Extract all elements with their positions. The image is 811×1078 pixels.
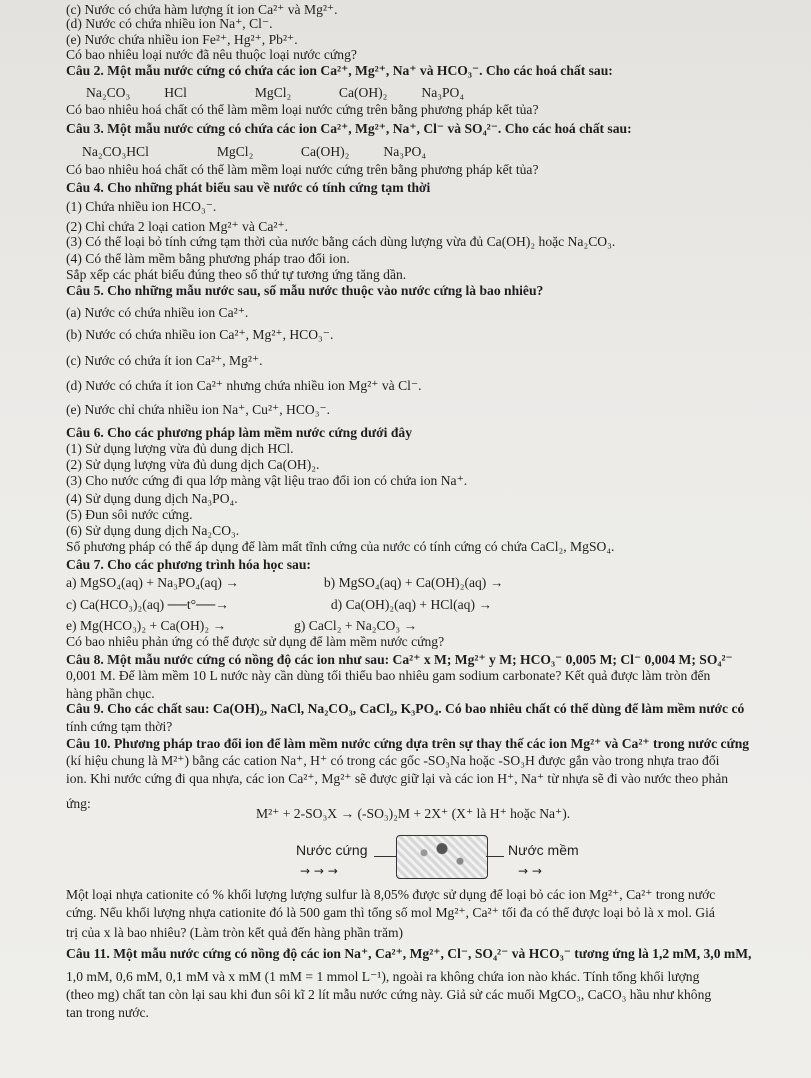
question-9: Câu 9. Cho các chất sau: Ca(OH)₂, NaCl, Na₂CO₃, CaCl₂, K₃PO₄. Có bao nhiêu chất có thể dùng để làm mềm nước có: [66, 701, 745, 716]
text-line: tan trong nước.: [66, 1005, 149, 1020]
text-line: Có bao nhiêu phản ứng có thể được sử dụng để làm mềm nước cứng?: [66, 634, 445, 649]
text-line: ion. Khi nước cứng đi qua nhựa, các ion Ca²⁺, Mg²⁺ sẽ được giữ lại và các ion H⁺, Na⁺ từ nhựa sẽ đi vào nước theo phản: [66, 771, 729, 786]
question-11: Câu 11. Một mẫu nước cứng có nồng độ các ion Na⁺, Ca²⁺, Mg²⁺, Cl⁻, SO₄²⁻ và HCO₃⁻ tương ứng là 1,2 mM, 3,0 mM,: [66, 946, 752, 961]
text-line: 0,001 M. Để làm mềm 10 L nước này cần dùng tối thiểu bao nhiêu gam sodium carbonate? Kết quả được làm tròn đến: [66, 668, 711, 683]
statement: (1) Chứa nhiều ion HCO₃⁻.: [66, 199, 217, 214]
statement: (4) Có thể làm mềm bằng phương pháp trao đổi ion.: [66, 251, 350, 266]
equation-row: a) MgSO₄(aq) + Na₃PO₄(aq) → b) MgSO₄(aq) + Ca(OH)₂(aq) →: [66, 575, 504, 590]
question-8: Câu 8. Một mẫu nước cứng có nồng độ các ion như sau: Ca²⁺ x M; Mg²⁺ y M; HCO₃⁻ 0,005 M; Cl⁻ 0,004 M; SO₄²⁻: [66, 652, 733, 667]
flow-arrow-icon: → →: [518, 864, 542, 878]
question-10: Câu 10. Phương pháp trao đổi ion để làm mềm nước cứng dựa trên sự thay thế các ion Mg²⁺ và Ca²⁺ trong nước cứng: [66, 736, 750, 751]
equation-row: c) Ca(HCO₃)₂(aq) ──t°──→ d) Ca(OH)₂(aq) + HCl(aq) →: [66, 597, 492, 612]
text-line: Có bao nhiêu hoá chất có thể làm mềm loại nước cứng trên bằng phương pháp kết tủa?: [66, 102, 539, 117]
chemical-list: Na₂CO₃ HCl MgCl₂ Ca(OH)₂ Na₃PO₄: [86, 85, 465, 100]
statement: (2) Chỉ chứa 2 loại cation Mg²⁺ và Ca²⁺.: [66, 219, 289, 234]
text-line: cứng. Nếu khối lượng nhựa cationite đó là 500 gam thì tổng số mol Mg²⁺, Ca²⁺ tối đa có thể được loại bỏ là x mol. Giá: [66, 905, 715, 920]
chemical-list: Na₂CO₃HCl MgCl₂ Ca(OH)₂ Na₃PO₄: [82, 144, 427, 159]
method: (6) Sử dụng dung dịch Na₂CO₃.: [66, 523, 240, 538]
option: (c) Nước có chứa ít ion Ca²⁺, Mg²⁺.: [66, 353, 263, 368]
text-line: Có bao nhiêu hoá chất có thể làm mềm loại nước cứng trên bằng phương pháp kết tủa?: [66, 162, 539, 177]
question-3: Câu 3. Một mẫu nước cứng có chứa các ion Ca²⁺, Mg²⁺, Na⁺, Cl⁻ và SO₄²⁻. Cho các hoá chất sau:: [66, 121, 632, 136]
flow-arrow-icon: → → →: [300, 864, 338, 878]
question-7: Câu 7. Cho các phương trình hóa học sau:: [66, 557, 311, 572]
text-line: (kí hiệu chung là M²⁺) bằng các cation Na⁺, H⁺ có trong các gốc -SO₃Na hoặc -SO₃H được gắn vào trong nhựa trao đổi: [66, 753, 720, 768]
text-line: (c) Nước có chứa hàm lượng ít ion Ca²⁺ và Mg²⁺.: [66, 2, 338, 17]
text-line: (e) Nước chứa nhiều ion Fe²⁺, Hg²⁺, Pb²⁺.: [66, 32, 298, 47]
text-line: (d) Nước có chứa nhiều ion Na⁺, Cl⁻.: [66, 16, 273, 31]
method: (1) Sử dụng lượng vừa đủ dung dịch HCl.: [66, 441, 294, 456]
text-line: tính cứng tạm thời?: [66, 719, 173, 734]
text-line: (theo mg) chất tan còn lại sau khi đun sôi kĩ 2 lít mẫu nước cứng này. Giả sử các muối MgCO₃, CaCO₃ hầu như không: [66, 987, 712, 1002]
question-2: Câu 2. Một mẫu nước cứng có chứa các ion Ca²⁺, Mg²⁺, Na⁺ và HCO₃⁻. Cho các hoá chất sau:: [66, 63, 613, 78]
option: (e) Nước chỉ chứa nhiều ion Na⁺, Cu²⁺, HCO₃⁻.: [66, 402, 331, 417]
hard-water-label: Nước cứng: [296, 842, 368, 858]
reaction-equation: M²⁺ + 2-SO₃X → (-SO₃)₂M + 2X⁺ (X⁺ là H⁺ hoặc Na⁺).: [256, 806, 571, 821]
inlet-pipe: [374, 856, 396, 857]
outlet-pipe: [486, 856, 504, 857]
statement: (3) Có thể loại bỏ tính cứng tạm thời của nước bằng cách dùng lượng vừa đủ Ca(OH)₂ hoặc Na₂CO₃.: [66, 234, 616, 249]
text-line: 1,0 mM, 0,6 mM, 0,1 mM và x mM (1 mM = 1 mmol L⁻¹), ngoài ra không chứa ion nào khác. Tính tổng khối lượng: [66, 969, 700, 984]
text-line: Sắp xếp các phát biểu đúng theo số thứ tự tương ứng tăng dần.: [66, 267, 407, 282]
ion-exchange-figure: [296, 830, 586, 886]
question-4: Câu 4. Cho những phát biểu sau về nước có tính cứng tạm thời: [66, 180, 431, 195]
method: (3) Cho nước cứng đi qua lớp màng vật liệu trao đổi ion có chứa ion Na⁺.: [66, 473, 468, 488]
text-line: hàng phần chục.: [66, 686, 155, 701]
equation-row: e) Mg(HCO₃)₂ + Ca(OH)₂ → g) CaCl₂ + Na₂CO₃ →: [66, 618, 418, 633]
text-line: Một loại nhựa cationite có % khối lượng lượng sulfur là 8,05% được sử dụng để loại bỏ các ion Mg²⁺, Ca²⁺ trong nước: [66, 887, 716, 902]
option: (d) Nước có chứa ít ion Ca²⁺ nhưng chứa nhiều ion Mg²⁺ và Cl⁻.: [66, 378, 422, 393]
option: (a) Nước có chứa nhiều ion Ca²⁺.: [66, 305, 249, 320]
soft-water-label: Nước mềm: [508, 842, 579, 858]
text-line: trị của x là bao nhiêu? (Làm tròn kết quả đến hàng phần trăm): [66, 925, 404, 940]
resin-column: [396, 835, 488, 879]
method: (4) Sử dụng dung dịch Na₃PO₄.: [66, 491, 238, 506]
method: (2) Sử dụng lượng vừa đủ dung dịch Ca(OH)₂.: [66, 457, 320, 472]
text-line: Số phương pháp có thể áp dụng để làm mất tĩnh cứng của nước có tính cứng có chứa CaCl₂, MgSO₄.: [66, 539, 615, 554]
text-line: ứng:: [66, 796, 91, 811]
method: (5) Đun sôi nước cứng.: [66, 507, 193, 522]
question-5: Câu 5. Cho những mẫu nước sau, số mẫu nước thuộc vào nước cứng là bao nhiêu?: [66, 283, 544, 298]
question-6: Câu 6. Cho các phương pháp làm mềm nước cứng dưới đây: [66, 425, 413, 440]
text-line: Có bao nhiêu loại nước đã nêu thuộc loại nước cứng?: [66, 47, 357, 62]
option: (b) Nước có chứa nhiều ion Ca²⁺, Mg²⁺, HCO₃⁻.: [66, 327, 334, 342]
